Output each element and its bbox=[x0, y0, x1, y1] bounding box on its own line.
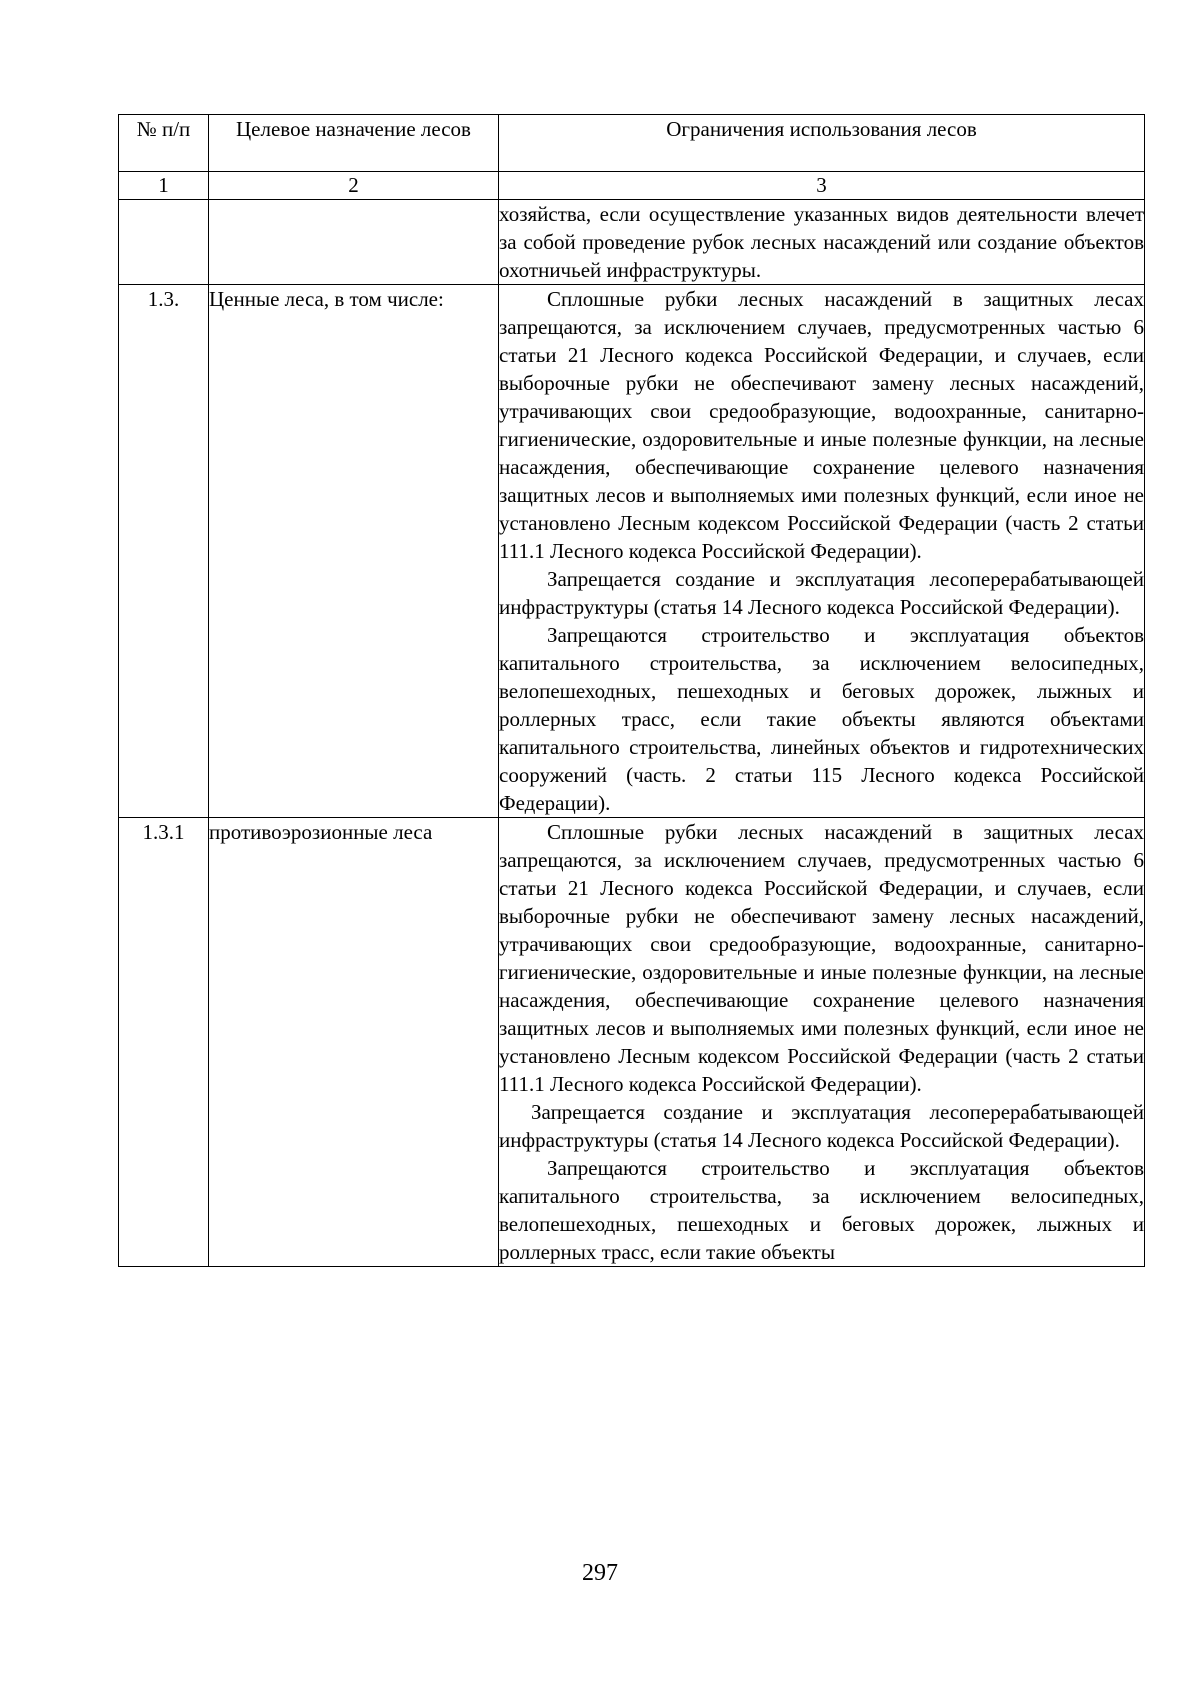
forest-restrictions-table bbox=[118, 114, 1145, 1267]
restriction-paragraph: Сплошные рубки лесных насаждений в защитных лесах запрещаются, за исключением случаев, предусмотренных частью 6 статьи 21 Лесного кодекса Российской Федерации, и случаев, если выборочные рубки не обеспечивают замену лесных насаждений, утрачивающих свои средообразующие, водоохранные, санитарно-гигиенические, оздоровительные и иные полезные функции, на лесные насаждения, обеспечивающие сохранение целевого назначения защитных лесов и выполняемых ими полезных функций, если иное не установлено Лесным кодексом Российской Федерации (часть 2 статьи 111.1 Лесного кодекса Российской Федерации). bbox=[499, 287, 1144, 563]
table-row bbox=[119, 818, 1145, 1267]
empty-cell bbox=[209, 200, 499, 285]
table-row-continued bbox=[119, 200, 1145, 285]
page-number: 297 bbox=[582, 1560, 618, 1586]
column-number: 3 bbox=[499, 172, 1145, 200]
restriction-paragraph: Запрещается создание и эксплуатация лесоперерабатывающей инфраструктуры (статья 14 Лесного кодекса Российской Федерации). bbox=[499, 1100, 1144, 1152]
continued-paragraph: хозяйства, если осуществление указанных видов деятельности влечет за собой проведение рубок лесных насаждений или создание объектов охотничьей инфраструктуры. bbox=[499, 202, 1144, 282]
column-number: 2 bbox=[209, 172, 499, 200]
header-purpose: Целевое назначение лесов bbox=[209, 115, 499, 172]
row-purpose: противоэрозионные леса bbox=[209, 818, 499, 1267]
empty-cell bbox=[119, 200, 209, 285]
row-purpose: Ценные леса, в том числе: bbox=[209, 285, 499, 818]
header-restrictions: Ограничения использования лесов bbox=[499, 115, 1145, 172]
restriction-paragraph: Запрещается создание и эксплуатация лесоперерабатывающей инфраструктуры (статья 14 Лесного кодекса Российской Федерации). bbox=[499, 567, 1144, 619]
table-row bbox=[119, 285, 1145, 818]
column-number-row bbox=[119, 172, 1145, 200]
restriction-paragraph: Запрещаются строительство и эксплуатация объектов капитального строительства, за исключением велосипедных, велопешеходных, пешеходных и беговых дорожек, лыжных и роллерных трасс, если такие объекты bbox=[499, 1156, 1144, 1264]
restrictions-cell bbox=[499, 818, 1145, 1267]
header-num: № п/п bbox=[119, 115, 209, 172]
restrictions-cell bbox=[499, 200, 1145, 285]
restriction-paragraph: Сплошные рубки лесных насаждений в защитных лесах запрещаются, за исключением случаев, предусмотренных частью 6 статьи 21 Лесного кодекса Российской Федерации, и случаев, если выборочные рубки не обеспечивают замену лесных насаждений, утрачивающих свои средообразующие, водоохранные, санитарно-гигиенические, оздоровительные и иные полезные функции, на лесные насаждения, обеспечивающие сохранение целевого назначения защитных лесов и выполняемых ими полезных функций, если иное не установлено Лесным кодексом Российской Федерации (часть 2 статьи 111.1 Лесного кодекса Российской Федерации). bbox=[499, 820, 1144, 1096]
column-number: 1 bbox=[119, 172, 209, 200]
restriction-paragraph: Запрещаются строительство и эксплуатация объектов капитального строительства, за исключением велосипедных, велопешеходных, пешеходных и беговых дорожек, лыжных и роллерных трасс, если такие объекты являются объектами капитального строительства, линейных объектов и гидротехнических сооружений (часть. 2 статьи 115 Лесного кодекса Российской Федерации). bbox=[499, 623, 1144, 815]
row-number: 1.3. bbox=[119, 285, 209, 818]
restrictions-cell bbox=[499, 285, 1145, 818]
header-row bbox=[119, 115, 1145, 172]
row-number: 1.3.1 bbox=[119, 818, 209, 1267]
